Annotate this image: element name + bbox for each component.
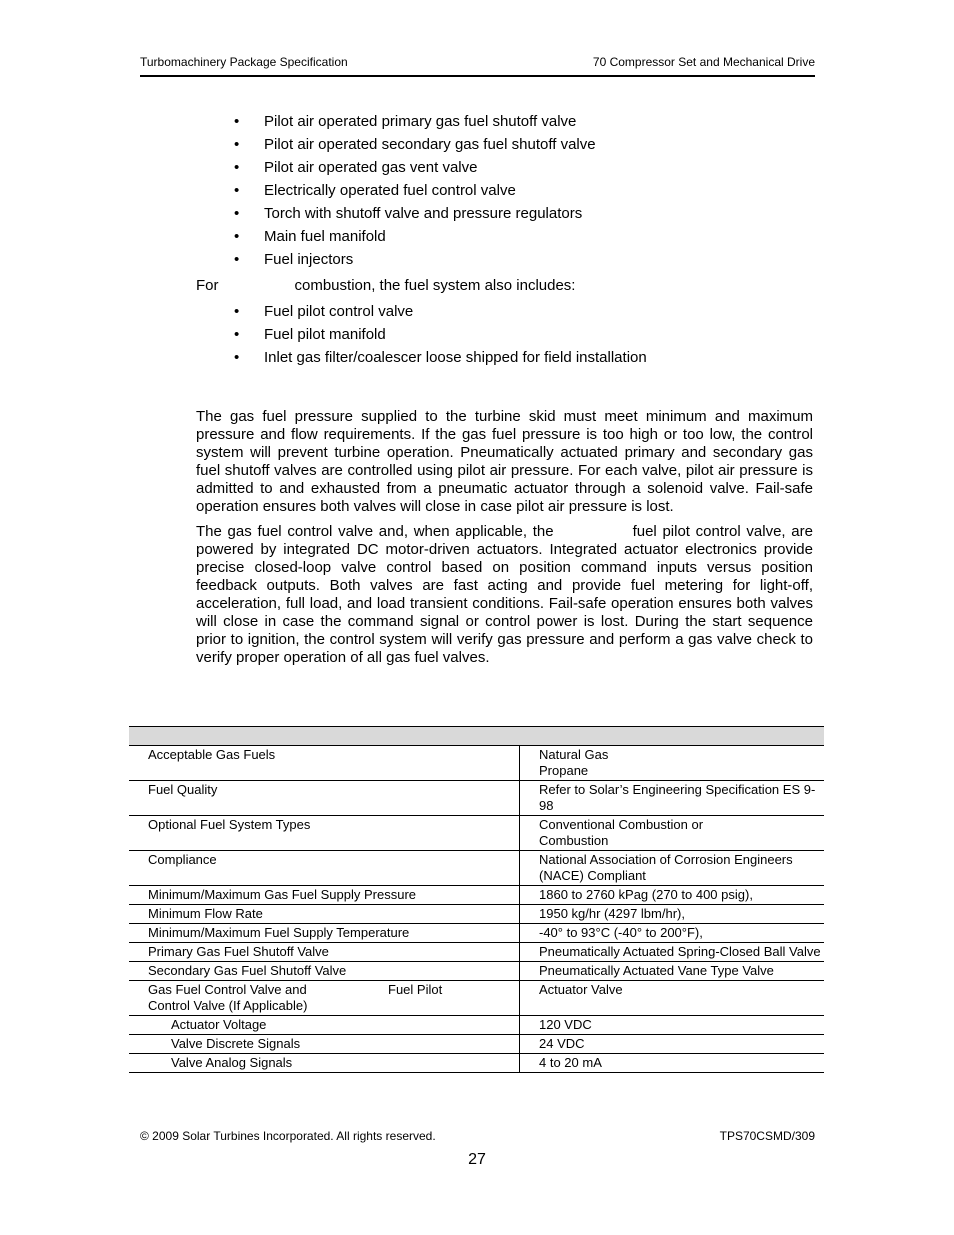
table-row [129,1016,824,1035]
table-row [129,962,824,981]
table-cell-label: Minimum/Maximum Gas Fuel Supply Pressure [129,886,520,905]
table-cell-value [520,816,825,851]
table-cell-value: Actuator Valve [520,981,825,1016]
table-row [129,781,824,816]
table-row [129,746,824,781]
table-cell-value [520,781,825,816]
for-combustion-line [196,276,575,295]
para2-start: The gas fuel control valve and, when applicable, the [196,523,554,540]
table-cell-value [520,924,825,943]
table-cell-line: Natural Gas [539,747,609,762]
list-item: • Fuel pilot control valve [234,302,647,325]
list-item: • Electrically operated fuel control valve [234,181,596,204]
table-cell-line: Refer to Solar’s Engineering Specification ES 9-98 [539,782,816,813]
table-cell-value: 24 VDC [520,1035,825,1054]
list-item: • Inlet gas filter/coalescer loose shipped for field installation [234,348,647,371]
table-cell-line: Combustion [539,833,609,848]
table-cell-label: Actuator Voltage [129,1016,520,1035]
list-item: • Torch with shutoff valve and pressure regulators [234,204,596,227]
for-line-end: combustion, the fuel system also includes: [294,277,576,294]
table-cell-line: 1950 kg/hr (4297 lbm/hr), [539,906,685,921]
header-left: Turbomachinery Package Specification [140,55,348,69]
gas-fuel-spec-table [129,726,824,1073]
table-cell-label: Minimum/Maximum Fuel Supply Temperature [129,924,520,943]
table-cell-label: Valve Discrete Signals [129,1035,520,1054]
table-row [129,924,824,943]
table-cell-line: 1860 to 2760 kPag (270 to 400 psig), [539,887,753,902]
list-item: • Fuel injectors [234,250,596,273]
table-cell-label: Minimum Flow Rate [129,905,520,924]
table-row [129,886,824,905]
table-row [129,905,824,924]
table-cell-label [129,981,520,1016]
control-label-c: Control Valve (If Applicable) [148,998,308,1013]
table-cell-label: Valve Analog Signals [129,1054,520,1073]
table-cell-line: Conventional Combustion or [539,817,704,832]
table-row [129,981,824,1016]
table-cell-label: Acceptable Gas Fuels [129,746,520,781]
table-row [129,943,824,962]
table-header-band [129,727,824,746]
table-cell-label: Primary Gas Fuel Shutoff Valve [129,943,520,962]
for-line-start: For [196,277,219,294]
page-header [140,55,815,77]
table-cell-line: -40° to 93°C (-40° to 200°F), [539,925,703,940]
list-item: • Pilot air operated primary gas fuel shutoff valve [234,112,596,135]
control-label-b: Fuel Pilot [388,982,443,997]
list-item: • Pilot air operated gas vent valve [234,158,596,181]
table-row [129,1054,824,1073]
table-row [129,816,824,851]
table-cell-label: Fuel Quality [129,781,520,816]
table-cell-label: Secondary Gas Fuel Shutoff Valve [129,962,520,981]
table-cell-value: 4 to 20 mA [520,1054,825,1073]
page-number: 27 [468,1151,486,1168]
list-item: • Pilot air operated secondary gas fuel shutoff valve [234,135,596,158]
table-cell-line: Pneumatically Actuated Vane Type Valve [539,963,774,978]
table-cell-line: National Association of Corrosion Engineers [539,852,793,867]
table-cell-value [520,943,825,962]
table-cell-label: Compliance [129,851,520,886]
list-item: • Main fuel manifold [234,227,596,250]
footer-doc-id: TPS70CSMD/309 [719,1129,815,1143]
list-item: • Fuel pilot manifold [234,325,647,348]
table-cell-value [520,746,825,781]
table-row [129,1035,824,1054]
table-cell-line: (NACE) Compliant [539,868,646,883]
bullet-list-pilot-components [234,302,647,371]
table-cell-value: 120 VDC [520,1016,825,1035]
table-cell-value [520,962,825,981]
header-right: 70 Compressor Set and Mechanical Drive [592,55,815,69]
table-cell-value [520,886,825,905]
para2-end: fuel pilot control valve, are powered by integrated DC motor-driven actuators. Integrated actuator electronics provide precise closed-loop valve control based on position command inputs versus position feedback outputs. Both valves are fast acting and provide fuel metering for light-off, acceleration, full load, and load transient conditions. Fail-safe operation ensures both valves will close in case the command signal or control power is lost. During the start sequence prior to ignition, the control system will verify gas pressure and perform a gas valve check to verify proper operation of all gas fuel valves. [196,523,813,666]
paragraph-fuel-pressure: The gas fuel pressure supplied to the turbine skid must meet minimum and maximum pressure and flow requirements. If the gas fuel pressure is too high or too low, the control system will prevent turbine operation. Pneumatically actuated primary and secondary gas fuel shutoff valves are controlled using pilot air pressure. For each valve, pilot air pressure is admitted to and exhausted from a pneumatic actuator through a solenoid valve. Fail-safe operation ensures both valves will close in case pilot air pressure is lost. [196,408,813,515]
paragraph-control-valve [196,523,813,667]
table-cell-line: Propane [539,763,589,778]
footer-copyright: © 2009 Solar Turbines Incorporated. All rights reserved. [140,1129,436,1143]
table-cell-label: Optional Fuel System Types [129,816,520,851]
table-cell-value [520,851,825,886]
table-cell-value [520,905,825,924]
bullet-list-fuel-components [234,112,596,273]
table-cell-line: Pneumatically Actuated Spring-Closed Ball Valve [539,944,821,959]
table-row [129,851,824,886]
control-label-a: Gas Fuel Control Valve and [148,982,307,997]
